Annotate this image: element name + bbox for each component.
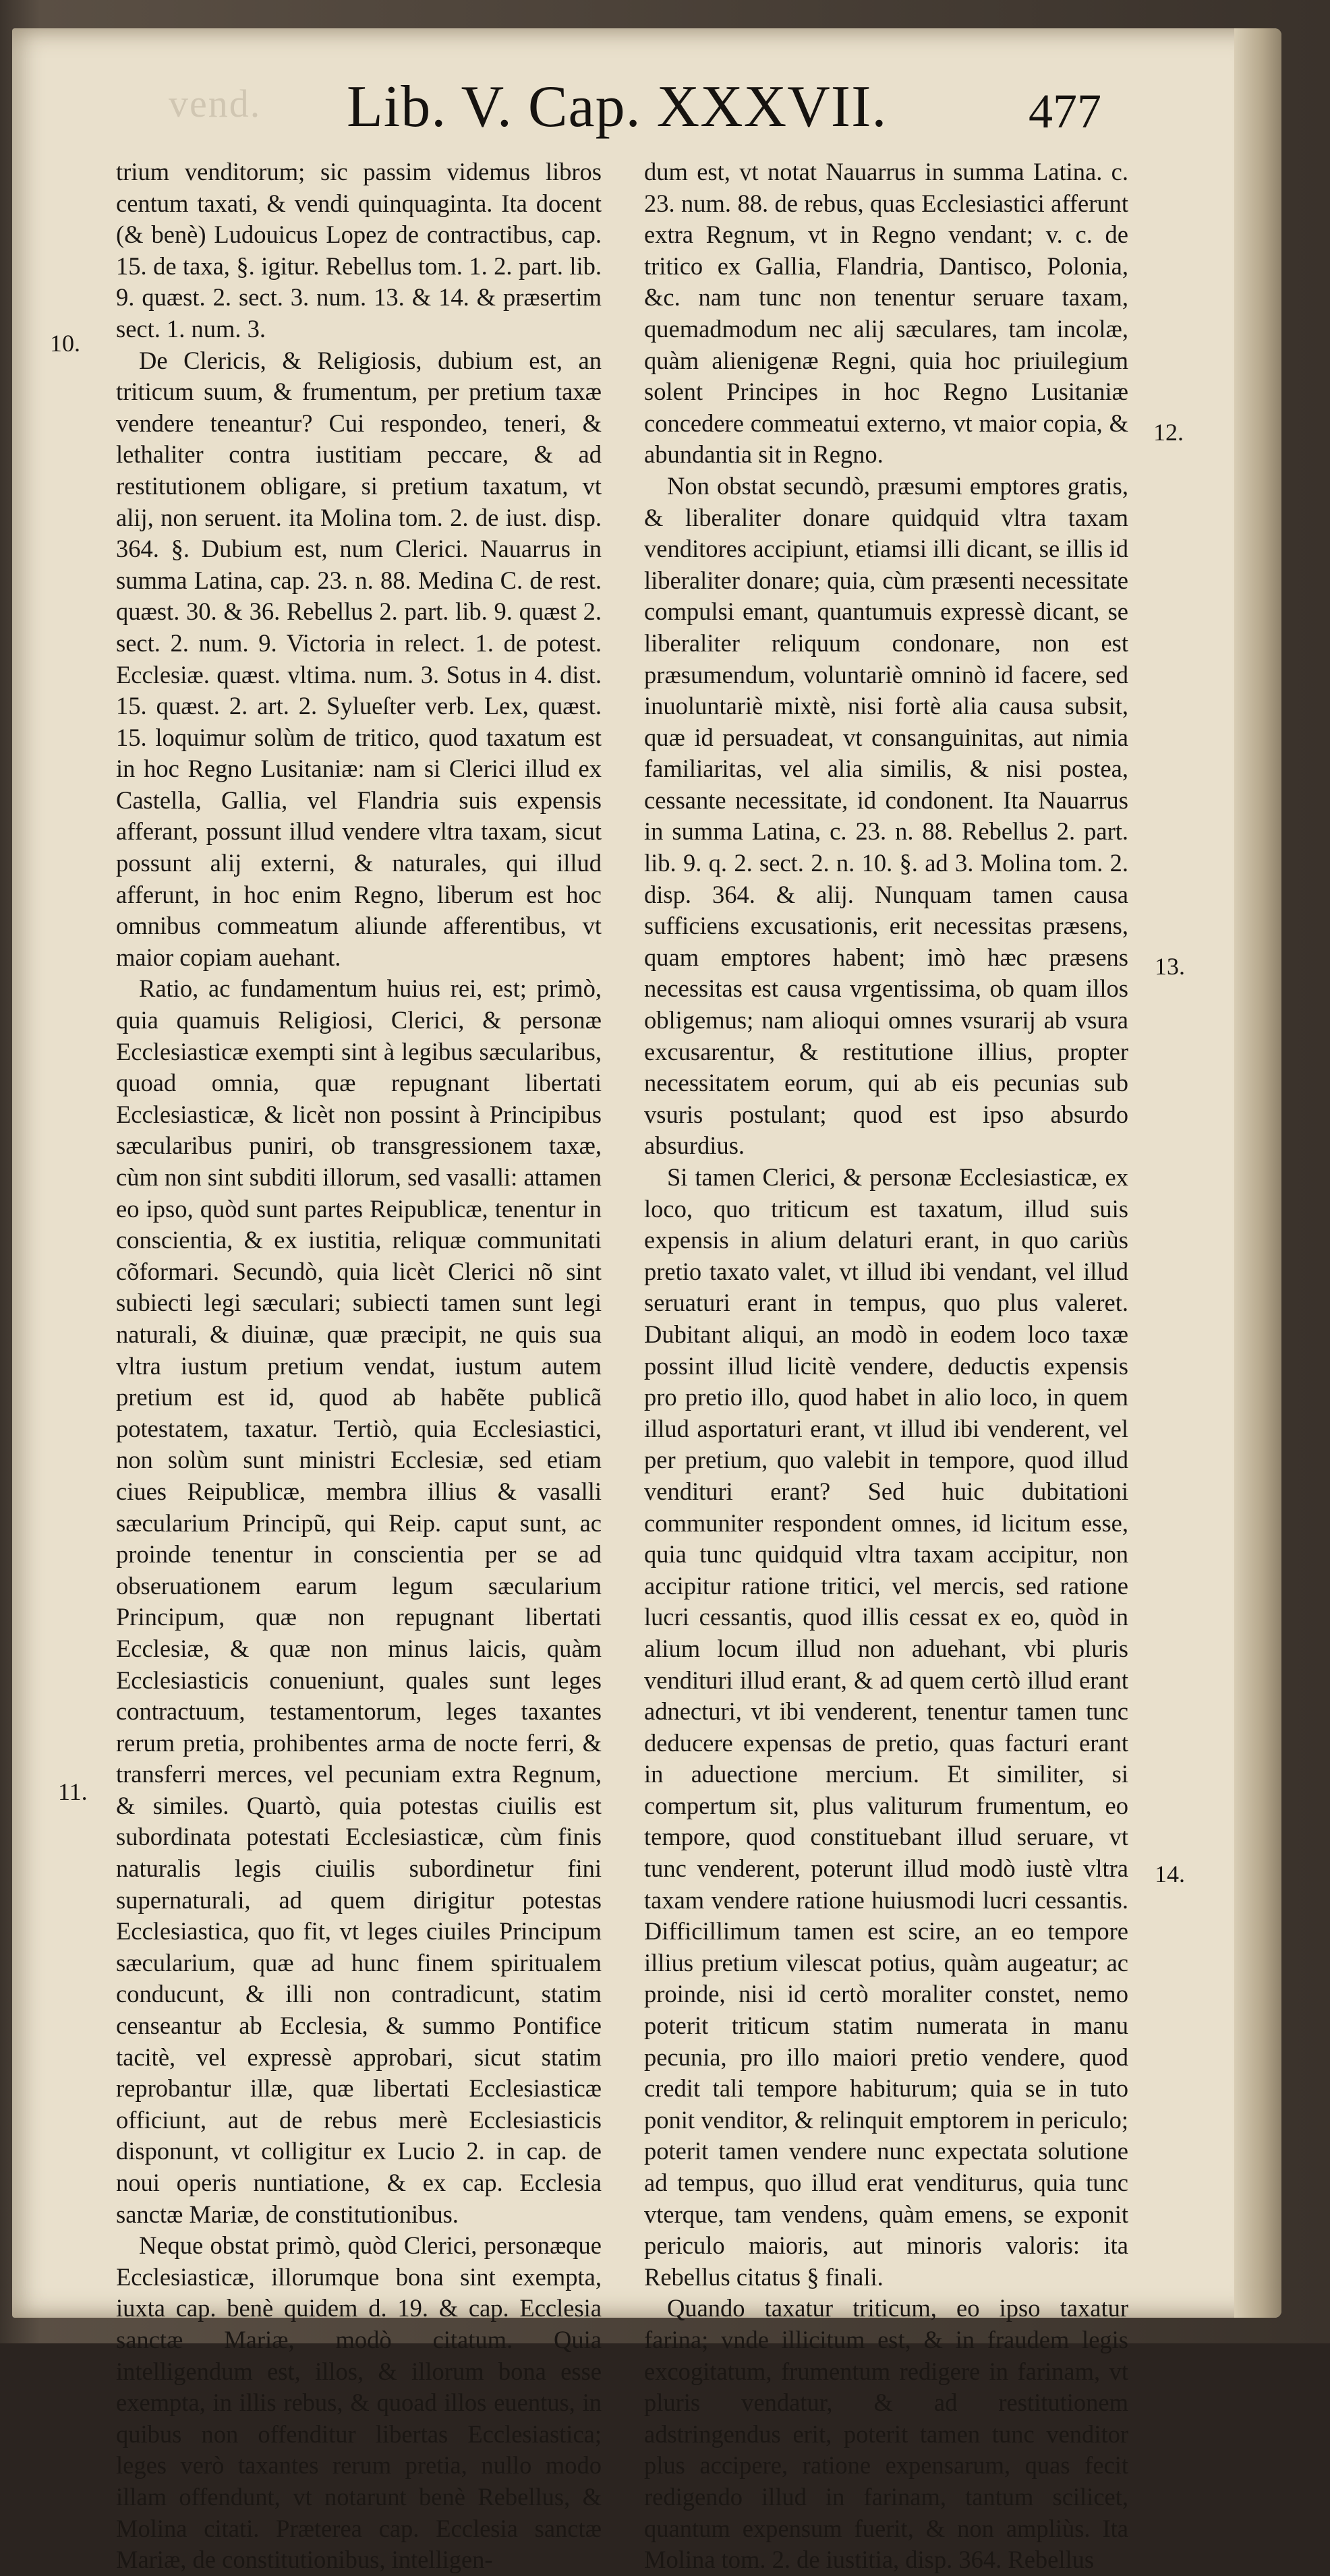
page-edge [1234,28,1281,2318]
paragraph: De Clericis, & Religiosis, dubium est, an triticum suum, & frumentum, per pretium taxæ vendere teneantur? Cui respondeo, teneri, & lethaliter contra iustitiam peccare, & ad restitutionem obligare, si pretium taxatum, vt alij, non seruent. ita Molina tom. 2. de iust. disp. 364. §. Dubium est, num Clerici. Nauarrus in summa Latina, cap. 23. n. 88. Medina C. de rest. quæst. 30. & 36. Rebellus 2. part. lib. 9. quæst 2. sect. 2. num. 9. Victoria in relect. 1. de potest. Ecclesiæ. quæst. vltima. num. 3. Sotus in 4. dist. 15. quæst. 2. art. 2. Sylueſter verb. Lex, quæst. 15. loquimur solùm de tritico, quod taxatum est in hoc Regno Lusitaniæ: nam si Clerici illud ex Castella, Gallia, vel Flandria suis expensis afferant, possunt illud vendere vltra taxam, sicut possunt alij externi, & naturales, qui illud afferunt, in hoc enim Regno, liberum est hoc omnibus commeatum aliunde afferentibus, vt maior copiam auehant. [116,346,602,971]
margin-number: 14. [1155,1861,1185,1887]
bleed-through-text: vend. [169,82,262,125]
left-text-column [116,156,602,2576]
margin-number: 12. [1153,419,1184,446]
margin-number: 11. [58,1778,88,1805]
paragraph: Neque obstat primò, quòd Clerici, personæque Ecclesiasticæ, illorumque bona sint exempta, iuxta cap. benè quidem d. 19. & cap. Ecclesia sanctæ Mariæ, modò citatum. Quia intelligendum est, illos, & illorum bona esse exempta, in illis rebus, & quoad illos euentus, in quibus non offenditur libertas Ecclesiastica; leges verò taxantes rerum pretia, nullo modo illam offendunt, vt notarunt benè Rebellus, & Molina citati. Præterea cap. Ecclesia sanctæ Mariæ, de constitutionibus, intelligen- [116,2231,602,2574]
right-text-column [644,156,1128,2576]
paragraph: Si tamen Clerici, & personæ Ecclesiasticæ, ex loco, quo triticum est taxatum, illud suis expensis in alium delaturi erant, in quo cariùs pretio taxato valet, vt illud ibi vendant, vel illud seruaturi erant in tempus, quo plus valeret. Dubitant aliqui, an modò in eodem loco taxæ possint illud licitè vendere, deductis expensis pro pretio illo, quod habet in alio loco, in quem illud asportaturi erant, vt illud ibi venderent, vel per pretium, quo valebit in tempore, quod illud vendituri erant? Sed huic dubitationi communiter respondent omnes, id licitum esse, quia tunc quidquid vltra taxam accipitur, non accipitur ratione tritici, vel mercis, sed ratione lucri cessantis, quod illis cessat ex eo, quòd in alium locum illud non aduehant, vbi pluris vendituri illud erant, & ad quem certò illud erant adnecturi, vt ibi venderent, tenentur tamen tunc deducere expensas de pretio, quas facturi erant in aduectione mercium. Et similiter, si compertum sit, plus valiturum frumentum, eo tempore, quod constituebant illud seruare, vt tunc venderent, poterunt illud modò iustè vltra taxam vendere ratione huiusmodi lucri cessantis. Difficillimum tamen est scire, an eo tempore illius pretium vilescat potius, quàm augeatur; ac proinde, nisi id certò moraliter constet, nemo poterit triticum statim numerata in manu pecunia, pro illo maiori pretio vendere, quod credit tali tempore habiturum; quia se in tuto ponit venditor, & relinquit emptorem in periculo; poterit tamen vendere nunc expectata solutione ad tempus, quo illud erat venditurus, quia tunc vterque, tam vendens, quàm emens, se exponit periculo maioris, aut minoris valoris: ita Rebellus citatus § finali. [644,1163,1128,2291]
margin-number: 13. [1155,953,1185,980]
paragraph: Ratio, ac fundamentum huius rei, est; primò, quia quamuis Religiosi, Clerici, & personæ Ecclesiasticæ exempti sint à legibus sæcularibus, quoad omnia, quæ repugnant libertati Ecclesiasticæ, & licèt non possint à Principibus sæcularibus puniri, ob transgressionem taxæ, cùm non sint subditi illorum, sed vasalli: attamen eo ipso, quòd sunt partes Reipublicæ, tenentur in conscientia, & ex iustitia, reliquæ communitati cõformari. Secundò, quia licèt Clerici nõ sint subiecti legi sæculari; subiecti tamen sunt legi naturali, & diuinæ, quæ præcipit, ne quis sua vltra iustum pretium vendat, iustum autem pretium est id, quod ab habẽte publicã potestatem, taxatur. Tertiò, quia Ecclesiastici, non solùm sunt ministri Ecclesiæ, sed etiam ciues Reipublicæ, membra illius & vasalli sæcularium Principũ, qui Reip. caput sunt, ac proinde tenentur in conscientia per se ad obseruationem earum legum sæcularium Principum, quæ non repugnant libertati Ecclesiæ, & quæ non minus laicis, quàm Ecclesiasticis conueniunt, quales sunt leges contractuum, testamentorum, leges taxantes rerum pretia, prohibentes arma de nocte ferri, & transferri merces, vel pecuniam extra Regnum, & similes. Quartò, quia potestas ciuilis est subordinata potestati Ecclesiasticæ, cùm finis naturalis legis ciuilis subordinetur fini supernaturali, ad quem dirigitur potestas Ecclesiastica, quo fit, vt leges ciuiles Principum sæcularium, quæ ad hunc finem spiritualem conducunt, & illi non contradicunt, statim censeantur ab Ecclesia, & summo Pontifice tacitè, vel expressè approbari, sicut statim reprobantur illæ, quæ libertati Ecclesiasticæ officiunt, aut de rebus merè Ecclesiasticis disponunt, vt colligitur ex Lucio 2. in cap. de noui operis nuntiatione, & ex cap. Ecclesia sanctæ Mariæ, de constitutionibus. [116,974,602,2228]
paragraph: dum est, vt notat Nauarrus in summa Latina. c. 23. num. 88. de rebus, quas Ecclesiastici afferunt extra Regnum, vt in Regno vendant; v. c. de tritico ex Gallia, Flandria, Dantisco, Polonia, &c. nam tunc non tenentur seruare taxam, quemadmodum nec alij sæculares, tam incolæ, quàm alienigenæ Regni, quia hoc priuilegium solent Principes in hoc Regno Lusitaniæ concedere commeatui externo, vt maior copia, & abundantia sit in Regno. [644,158,1128,469]
paragraph: trium venditorum; sic passim videmus libros centum taxati, & vendi quinquaginta. Ita docent (& benè) Ludouicus Lopez de contractibus, cap. 15. de taxa, §. igitur. Rebellus tom. 1. 2. part. lib. 9. quæst. 2. sect. 3. num. 13. & 14. & præsertim sect. 1. num. 3. [116,158,602,343]
margin-number: 10. [50,330,80,357]
running-head: Lib. V. Cap. XXXVII. [347,74,888,140]
paragraph: Non obstat secundò, præsumi emptores gratis, & liberaliter donare quidquid vltra taxam venditores accipiunt, etiamsi illi dicant, se illis id liberaliter donare; quia, cùm præsenti necessitate compulsi emant, quantumuis expressè dicant, se liberaliter reliquum condonare, non est præsumendum, voluntariè omninò id facere, sed inuoluntariè mixtè, nisi fortè alia causa subsit, quæ id persuadeat, vt consanguinitas, aut nimia familiaritas, vel alia similis, & nisi postea, cessante necessitate, id condonent. Ita Nauarrus in summa Latina, c. 23. n. 88. Rebellus 2. part. lib. 9. q. 2. sect. 2. n. 10. §. ad 3. Molina tom. 2. disp. 364. & alij. Nunquam tamen causa sufficiens excusationis, erit necessitas præsens, quam emptores habent; imò hæc præsens necessitas est causa vrgentissima, ob quam illos obligemus; nam alioqui omnes vsurarij ab vsura excusarentur, & restitutione illius, propter necessitatem eorum, qui ab eis pecunias sub vsuris postulant; quod est ipso absurdo absurdius. [644,471,1128,1160]
page-number: 477 [1029,84,1101,138]
paragraph: Quando taxatur triticum, eo ipso taxatur farina; vnde illicitum est, & in fraudem legis excogitatum, frumentum redigere in farinam, vt pluris vendatur, & ad restitutionem adstringendus erit, poterit tamen tunc venditor plus accipere, ratione expensarum, quas fecit redigendo illud in farinam, tantum scilicet, quantum expensum fuerit, & non ampliùs. Ita Molina tom. 2. de iustitia, disp. 364. Rebellus [644,2294,1128,2574]
